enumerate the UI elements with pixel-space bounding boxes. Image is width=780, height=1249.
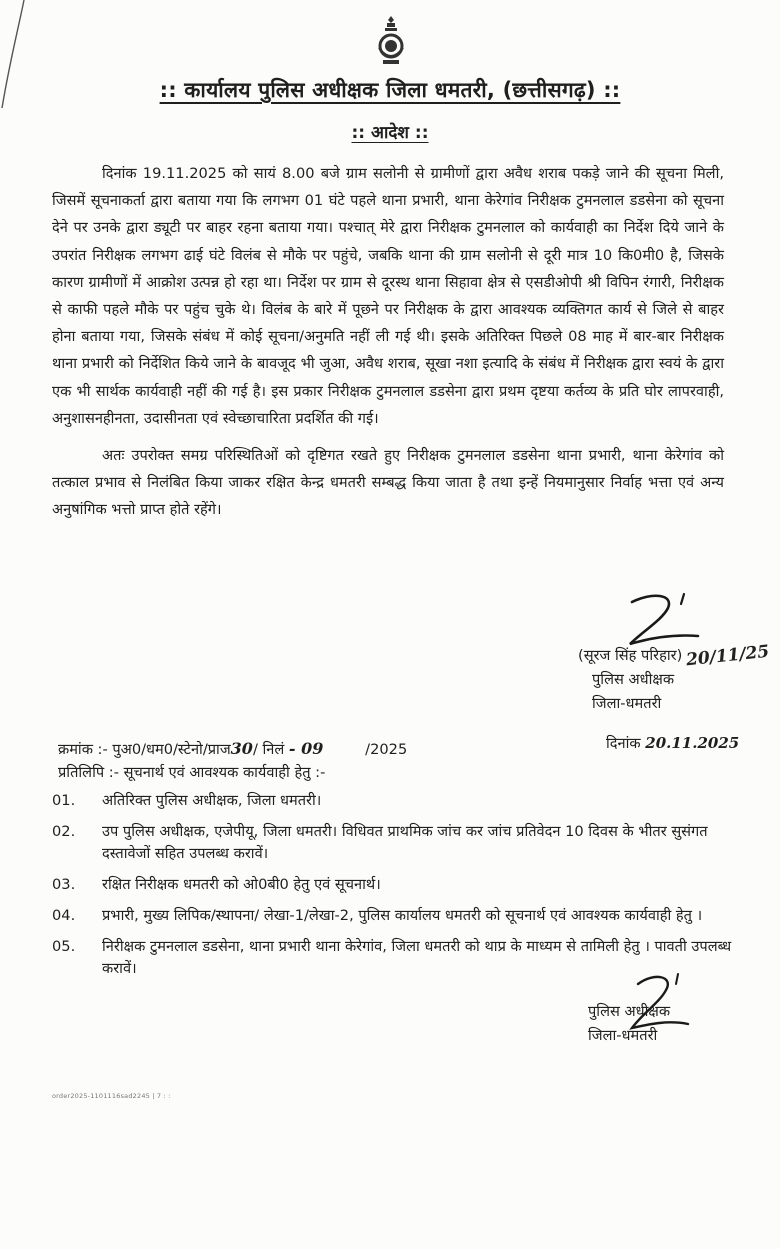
list-item [52,874,732,896]
reference-hand-number: 30 [230,739,253,758]
order-heading-text: :: आदेश :: [351,123,429,143]
list-item [52,821,732,865]
list-item-text: निरीक्षक टुमनलाल डडसेना, थाना प्रभारी थाना केरेगांव, जिला धमतरी को थाप्र के माध्यम से तामिली हेतु । पावती उपलब्ध करावें। [102,938,732,977]
reference-prefix: क्रमांक :- पुअ0/धम0/स्टेनो/प्राज [58,741,231,758]
reference-hand-date: 20.11.2025 [645,734,740,752]
copy-to-label: प्रतिलिपि :- सूचनार्थ एवं आवश्यक कार्यवाही हेतु :- [58,764,326,781]
reference-date [606,733,739,753]
list-item-number: 02. [52,823,76,840]
list-item-text: अतिरिक्त पुलिस अधीक्षक, जिला धमतरी। [102,792,322,809]
order-paragraph-1: दिनांक 19.11.2025 को सायं 8.00 बजे ग्राम सलोनी से ग्रामीणों द्वारा अवैध शराब पकड़े जाने की सूचना मिली, जिसमें सूचनाकर्ता द्वारा बताया गया कि लगभग 01 घंटे पहले थाना प्रभारी, थाना केरेगांव निरीक्षक टुमनलाल डडसेना को सूचना देने पर उनके द्वारा ड्यूटी पर बाहर रहना बताया गया। पश्चात् मेरे द्वारा निरीक्षक टुमनलाल को कार्यवाही का निर्देश दिये जाने के उपरांत निरीक्षक लगभग ढाई घंटे विलंब से मौके पर पहुंचे, जबकि थाना की ग्राम सलोनी से दूरी मात्र 10 कि0मी0 है, जिसके कारण ग्रामीणों में आक्रोश उत्पन्न हो रहा था। निर्देश पर ग्राम से दूरस्थ थाना सिहावा क्षेत्र से एसडीओपी श्री विपिन रंगारी, निरीक्षक से काफी पहले मौके पर पहुंच चुके थे। विलंब के बारे में पूछने पर निरीक्षक के द्वारा आवश्यक व्यक्तिगत कार्य से जिले से बाहर होना बताया गया, जिसके संबंध में कोई सूचना/अनुमति नहीं ली गई थी। इसके अतिरिक्त पिछले 08 माह में बार-बार निरीक्षक थाना प्रभारी को निर्देशित किये जाने के बावजूद भी जुआ, अवैध शराब, सूखा नशा इत्यादि के संबंध में निरीक्षक द्वारा स्वयं के द्वारा एक भी सार्थक कार्यवाही नहीं की गई है। इस प्रकार निरीक्षक टुमनलाल डडसेना द्वारा प्रथम दृष्टया कर्तव्य के प्रति घोर लापरवाही, अनुशासनहीनता, उदासीनता एवं स्वेच्छाचारिता प्रदर्शित की गई। [52,165,724,427]
signatory-2-district: जिला-धमतरी [588,1027,658,1044]
list-item-number: 01. [52,792,76,809]
signatory-2-designation: पुलिस अधीक्षक [588,1003,671,1020]
signatory-designation: पुलिस अधीक्षक [592,671,675,688]
list-item-text: उप पुलिस अधीक्षक, एजेपीयू, जिला धमतरी। विधिवत प्राथमिक जांच कर जांच प्रतिवेदन 10 दिवस के भीतर सुसंगत दस्तावेजों सहित उपलब्ध करावें। [102,823,708,862]
office-title [60,76,720,104]
distribution-list [52,790,732,989]
signatory-block [578,641,778,716]
reference-year: /2025 [365,741,408,758]
signatory-name-line [578,641,778,671]
order-body [52,160,724,524]
signatory-name: (सूरज सिंह परिहार) [578,647,683,664]
list-item-number: 03. [52,876,76,893]
paper-fold-line [0,0,60,110]
list-item-number: 04. [52,907,76,924]
office-title-text: :: कार्यालय पुलिस अधीक्षक जिला धमतरी, (छत्तीसगढ़) :: [159,78,621,102]
signatory-2-block [588,1000,758,1048]
list-item [52,790,732,812]
list-item [52,905,732,927]
reference-middle: / निलं [252,741,285,758]
order-heading [60,120,720,143]
signatory-handwritten-date: 20/11/25 [685,641,771,671]
footer-reference-code: order2025-1101116sad2245 | 7 : : [52,1092,171,1100]
signatory-district: जिला-धमतरी [592,695,662,712]
reference-hand-serial: - 09 [288,739,324,758]
order-paragraph-2: अतः उपरोक्त समग्र परिस्थितिओं को दृष्टिगत रखते हुए निरीक्षक टुमनलाल डडसेना थाना प्रभारी, थाना केरेगांव को तत्काल प्रभाव से निलंबित किया जाकर रक्षित केन्द्र धमतरी सम्बद्ध किया जाता है तथा इन्हें नियमानुसार निर्वाह भत्ता एवं अन्य अनुषांगिक भत्तो प्राप्त होते रहेंगे। [52,447,724,519]
list-item-number: 05. [52,938,76,955]
police-emblem-icon [373,12,409,68]
list-item-text: प्रभारी, मुख्य लिपिक/स्थापना/ लेखा-1/लेखा-2, पुलिस कार्यालय धमतरी को सूचनार्थ एवं आवश्यक कार्यवाही हेतु । [102,907,703,924]
list-item-text: रक्षित निरीक्षक धमतरी को ओ0बी0 हेतु एवं सूचनार्थ। [102,876,381,893]
reference-date-label: दिनांक [606,735,641,752]
